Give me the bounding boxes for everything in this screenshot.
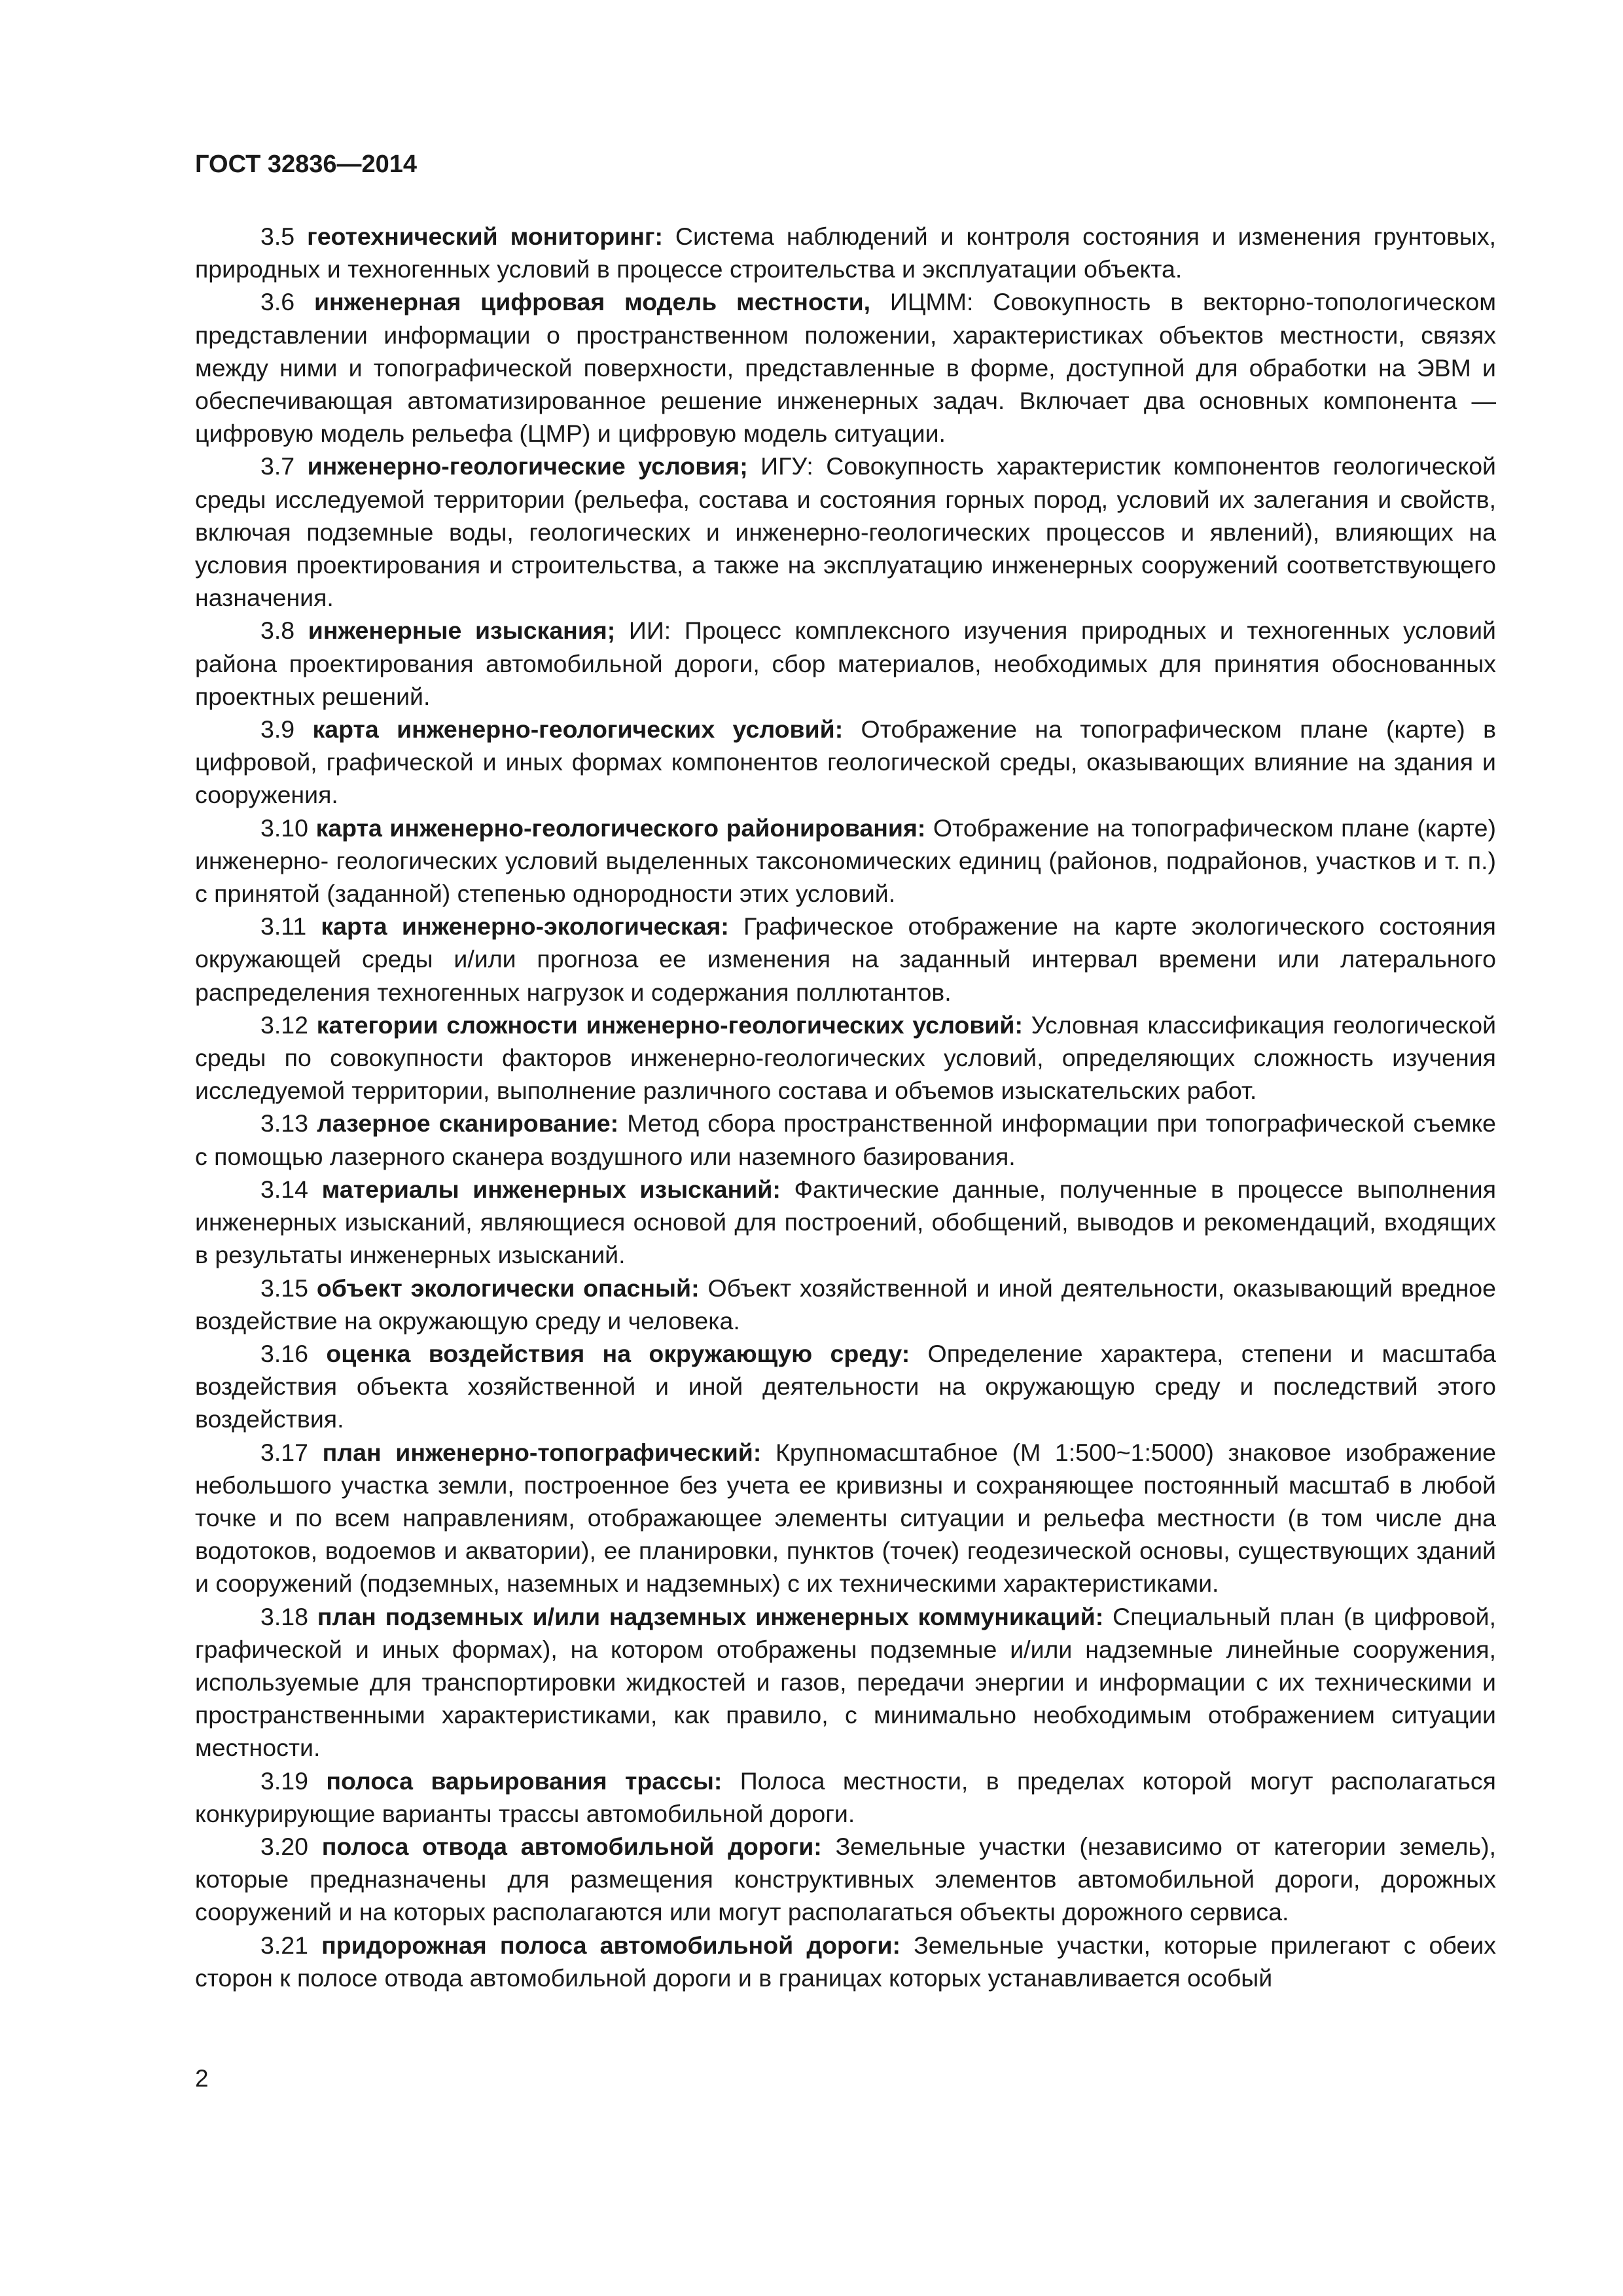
term-definition: Полоса местности, в пределах которой могут располагаться конкурирующие варианты трассы автомобильной дороги. (195, 1767, 1496, 1827)
term-name: объект экологически опасный: (316, 1274, 700, 1302)
term-number: 3.11 (260, 912, 307, 941)
term-name: полоса варьирования трассы: (326, 1767, 722, 1795)
term-entry (195, 220, 1496, 285)
page-number: 2 (195, 2065, 209, 2092)
term-name: инженерно-геологические условия; (307, 452, 748, 480)
term-name: карта инженерно-экологическая: (321, 912, 729, 941)
term-name: полоса отвода автомобильной дороги: (321, 1832, 822, 1860)
term-number: 3.10 (260, 814, 308, 842)
term-name: категории сложности инженерно-геологических условий: (316, 1011, 1023, 1039)
term-name: лазерное сканирование: (317, 1109, 619, 1138)
term-entry (195, 1337, 1496, 1436)
term-number: 3.20 (260, 1832, 308, 1860)
term-name: материалы инженерных изысканий: (321, 1175, 781, 1203)
term-entry (195, 1830, 1496, 1929)
term-name: карта инженерно-геологического районирования: (315, 814, 926, 842)
term-name: геотехнический мониторинг: (307, 223, 663, 250)
term-number: 3.8 (260, 617, 295, 645)
term-definition: Фактические данные, полученные в процессе выполнения инженерных изысканий, являющиеся основой для построений, обобщений, выводов и рекомендаций, входящих в результаты инженерных изысканий. (195, 1175, 1497, 1269)
term-entry (195, 614, 1496, 713)
term-definition: Система наблюдений и контроля состояния и изменения грунтовых, природных и техногенных условий в процессе строительства и эксплуатации объекта. (195, 223, 1497, 283)
term-entry (195, 1436, 1496, 1600)
term-number: 3.9 (260, 715, 295, 744)
term-number: 3.21 (260, 1931, 308, 1959)
term-name: придорожная полоса автомобильной дороги: (321, 1931, 901, 1959)
term-entry (195, 812, 1496, 910)
term-entry (195, 1009, 1496, 1107)
term-number: 3.19 (260, 1767, 308, 1795)
term-name: инженерные изыскания; (308, 617, 616, 645)
term-number: 3.18 (260, 1602, 308, 1630)
term-definition: Земельные участки (независимо от категории земель), которые предназначены для размещения конструктивных элементов автомобильной дороги, дорожных сооружений и на которых располагаются или могут располагаться объекты дорожного сервиса. (195, 1832, 1496, 1926)
term-definition: Метод сбора пространственной информации при топографической съемке с помощью лазерного сканера воздушного или наземного базирования. (195, 1109, 1497, 1170)
term-entry (195, 1173, 1496, 1272)
term-name: инженерная цифровая модель местности, (313, 288, 871, 316)
term-entry (195, 1929, 1496, 1994)
terms-section (195, 220, 1496, 1994)
term-number: 3.17 (260, 1438, 308, 1466)
term-name: план инженерно-топографический: (322, 1438, 762, 1466)
term-name: план подземных и/или надземных инженерных коммуникаций: (317, 1602, 1104, 1630)
term-name: карта инженерно-геологических условий: (312, 715, 844, 744)
term-definition: Определение характера, степени и масштаба воздействия объекта хозяйственной и иной деятельности на окружающую среду и последствий этого воздействия. (195, 1339, 1497, 1433)
term-entry (195, 1272, 1496, 1337)
term-entry (195, 285, 1496, 450)
term-name: оценка воздействия на окружающую среду: (326, 1339, 910, 1367)
term-entry (195, 1600, 1496, 1765)
term-number: 3.16 (260, 1339, 308, 1367)
term-definition: Земельные участки, которые прилегают с обеих сторон к полосе отвода автомобильной дороги и в границах которых устанавливается особый (195, 1931, 1496, 1992)
term-entry (195, 713, 1496, 812)
term-definition: ИИ: Процесс комплексного изучения природных и техногенных условий района проектирования автомобильной дороги, сбор материалов, необходимых для принятия обоснованных проектных решений. (195, 617, 1496, 710)
term-definition: Специальный план (в цифровой, графической и иных формах), на котором отображены подземные и/или надземные линейные сооружения, используемые для транспортировки жидкостей и газов, передачи энергии и информации с их техническими и пространственными характеристиками, как правило, с минимально необходимым отображением ситуации местности. (195, 1602, 1496, 1762)
term-definition: Отображение на топографическом плане (карте) в цифровой, графической и иных формах компонентов геологической среды, оказывающих влияние на здания и сооружения. (195, 715, 1497, 809)
term-entry (195, 450, 1496, 614)
term-number: 3.6 (260, 288, 295, 316)
term-number: 3.13 (260, 1109, 308, 1138)
term-definition: Объект хозяйственной и иной деятельности, оказывающий вредное воздействие на окружающую среду и человека. (195, 1274, 1496, 1335)
term-definition: Отображение на топографическом плане (карте) инженерно- геологических условий выделенных таксономических единиц (районов, подрайонов, участков и т. п.) с принятой (заданной) степенью однородности этих условий. (195, 814, 1496, 908)
term-definition: Условная классификация геологической среды по совокупности факторов инженерно-геологических условий, определяющих сложность изучения исследуемой территории, выполнение различного состава и объемов изыскательских работ. (195, 1011, 1497, 1105)
term-definition: ИГУ: Совокупность характеристик компонентов геологической среды исследуемой территории (рельефа, состава и состояния горных пород, условий их залегания и свойств, включая подземные воды, геологических и инженерно-геологических процессов и явлений), влияющих на условия проектирования и строительства, а также на эксплуатацию инженерных сооружений соответствующего назначения. (195, 452, 1497, 612)
term-number: 3.7 (260, 452, 295, 480)
term-definition: ИЦММ: Совокупность в векторно-топологическом представлении информации о пространственном положении, характеристиках объектов местности, связях между ними и топографической поверхности, представленные в форме, доступной для обработки на ЭВМ и обеспечивающая автоматизированное решение инженерных задач. Включает два основных компонента — цифровую модель рельефа (ЦМР) и цифровую модель ситуации. (195, 288, 1496, 448)
term-definition: Крупномасштабное (М 1:500~1:5000) знаковое изображение небольшого участка земли, построенное без учета ее кривизны и сохраняющее постоянный масштаб в любой точке и по всем направлениям, отображающее элементы ситуации и рельефа местности (в том числе дна водотоков, водоемов и акватории), ее планировки, пунктов (точек) геодезической основы, существующих зданий и сооружений (подземных, наземных и надземных) с их техническими характеристиками. (195, 1438, 1496, 1598)
term-number: 3.12 (260, 1011, 308, 1039)
term-entry (195, 1765, 1496, 1830)
term-definition: Графическое отображение на карте экологического состояния окружающей среды и/или прогноза ее изменения на заданный интервал времени или латерального распределения техногенных нагрузок и содержания поллютантов. (195, 912, 1496, 1006)
term-entry (195, 910, 1496, 1009)
term-number: 3.14 (260, 1175, 308, 1203)
term-number: 3.15 (260, 1274, 308, 1302)
document-header: ГОСТ 32836—2014 (195, 151, 418, 178)
term-entry (195, 1107, 1496, 1172)
term-number: 3.5 (260, 223, 295, 250)
